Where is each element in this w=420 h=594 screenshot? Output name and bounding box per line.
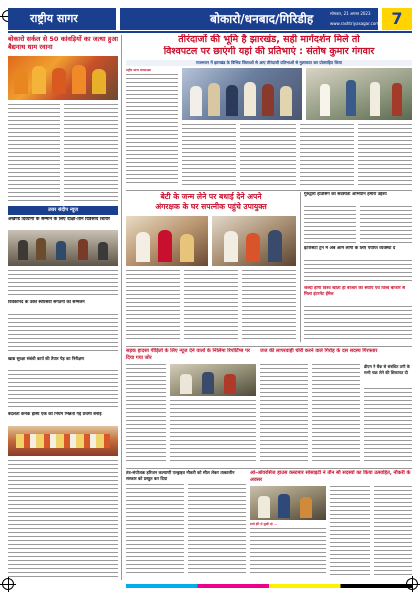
- right-story1-headline: गुरुद्वारा हाउसिंग का सदस्यता अभियान हमारा उद्देश्य: [304, 192, 387, 197]
- lead-strap: राजभवन में झारखंड के विभिन्न जिलाओं से आए तीरंदाजी प्रतिभाओं से मुलाकात कर प्रोत्साहित किया: [126, 60, 412, 66]
- footer-headline: ओ-ओवरसिज हाउस कस्टमार सोसाइटी ने तीन सौ सदस्यों का किया उत्साहित, नौकरी के अवसर: [250, 470, 411, 483]
- right-story1-body: [304, 206, 356, 244]
- story3-body: [8, 314, 118, 354]
- left-body-text: [64, 104, 118, 202]
- lower-headline2: जज की लापरवाही चोरी करने वाले गिरोह के दस सदस्य गिरफ्तार: [260, 348, 378, 354]
- lower-body: [170, 400, 256, 464]
- left-body-text: [8, 104, 60, 202]
- middle-body-col1: [126, 270, 180, 342]
- middle-headline-line1: बेटी के जन्म लेने पर बधाई देने अपने: [160, 192, 262, 201]
- bottom-strap: बच्चे हीरे से सुखी रहे ...: [250, 522, 278, 526]
- footer-body: [374, 486, 412, 576]
- lead-headline-line2: विश्वपटल पर छाएंगी यहां की प्रतिभाएं : संतोष कुमार गंगवार: [163, 46, 375, 57]
- issue-date: सोमवार, 21 अगस्त 2023: [330, 11, 371, 16]
- bottom-headline: तंत्र-संयोजक हरिजन कल्याणी एल्ड्राइव नौकरी को सील लेकर तत्कालीन सरकार को प्रस्तुत कर दिया: [126, 470, 235, 481]
- footer-body: [330, 486, 370, 576]
- section-band: उत्तर संदीप न्यूज: [8, 206, 118, 215]
- section-rule: [126, 190, 412, 191]
- lead-body-col4: [300, 124, 354, 186]
- lower-body2: [260, 364, 308, 464]
- lower-body2: [312, 364, 360, 464]
- column-rule: [300, 192, 301, 342]
- middle-headline-line2: अंगरक्षक के घर सपत्नीक पहुंचे उपायुक्त: [155, 202, 267, 211]
- footer-photo: [250, 486, 326, 520]
- lead-body-col5: [358, 124, 412, 186]
- lead-photo-archery: [306, 68, 412, 120]
- section-rule: [126, 468, 412, 469]
- story4-body: [8, 370, 118, 410]
- right-story2-body: [304, 260, 412, 284]
- lead-body-col1: [126, 74, 178, 186]
- story2-body: [8, 270, 118, 298]
- lower-photo: [170, 364, 256, 396]
- website: www.rashtriyasagar.com: [330, 21, 380, 26]
- right-story3-headline: जल्दी होगा विश्व खाता ही बाजार की सेवाएं एवं विश्व बाजार से मिला इंटरनेट ईमेल: [304, 286, 406, 297]
- page-number: 7: [382, 8, 412, 30]
- story2-headline: अखण्ड दिव्यांगों के सम्मान के लिए दीक्षा-तीन दिवसीय शिविर: [8, 217, 110, 222]
- paper-name: राष्ट्रीय सागर: [8, 8, 116, 30]
- story5-photo: [8, 426, 118, 456]
- right-story2-headline: इंटरसिटी ट्रेन में अब आम लोगों के लिए पर्याप्त व्यवस्था दे: [304, 246, 396, 251]
- lower-headline: सड़क हादसा पीड़ितों के लिए न्यूज देने वालों के निलिमा रिपोर्टिंग्स पर दिया गया जोर: [126, 348, 250, 361]
- lower-body: [126, 364, 166, 464]
- middle-photo-1: [126, 216, 208, 266]
- column-rule: [121, 35, 122, 580]
- lead-byline: राष्ट्रीय सागर संवाददाता: [126, 68, 152, 72]
- middle-body-col3: [242, 270, 296, 342]
- lower-body3: [364, 388, 412, 464]
- story2-photo: [8, 230, 118, 266]
- lead-photo-group: [182, 68, 302, 120]
- masthead-rule: [8, 31, 412, 33]
- right-story3-body: [304, 306, 412, 342]
- middle-photo-2: [212, 216, 296, 266]
- story5-headline: बदलता कनक हास्य एक को नियम भिन्नता गई प्रथमी बनाई: [8, 412, 102, 417]
- story5-body: [8, 460, 118, 580]
- lead-body-col2: [182, 124, 236, 186]
- story3-headline: विवेकानंद के उक्त स्वयंसेवी संगठनों का सम्मेलन: [8, 300, 85, 305]
- color-bar: [126, 584, 412, 588]
- left-headline: बोकारो सर्कल से 50 कांवड़ियों का जत्था हुआ बैद्यनाथ धाम रवाना: [8, 35, 118, 51]
- kanwar-photo: [8, 56, 118, 100]
- section-rule: [126, 346, 412, 347]
- edition-name: बोकारो/धनबाद/गिरिडीह: [120, 8, 378, 30]
- right-story1-body: [360, 206, 412, 244]
- lower-headline3: डीएम ने बैंक से संबंधित ठगी के सभी चक्र लेने की शिकायत दी: [364, 364, 410, 375]
- lead-headline-line1: तीरंदाजों की भूमि है झारखंड, सही मार्गदर्शन मिले तो: [178, 34, 360, 45]
- footer-body: [250, 528, 326, 576]
- middle-body-col2: [184, 270, 238, 342]
- lead-body-col3: [240, 124, 296, 186]
- bottom-body: [126, 484, 184, 576]
- bottom-body: [188, 484, 246, 576]
- story4-headline: खाद्य सुरक्षा संबंधी कार्य की तैयार पेड़ का निरीक्षण: [8, 356, 85, 361]
- masthead: [8, 8, 412, 30]
